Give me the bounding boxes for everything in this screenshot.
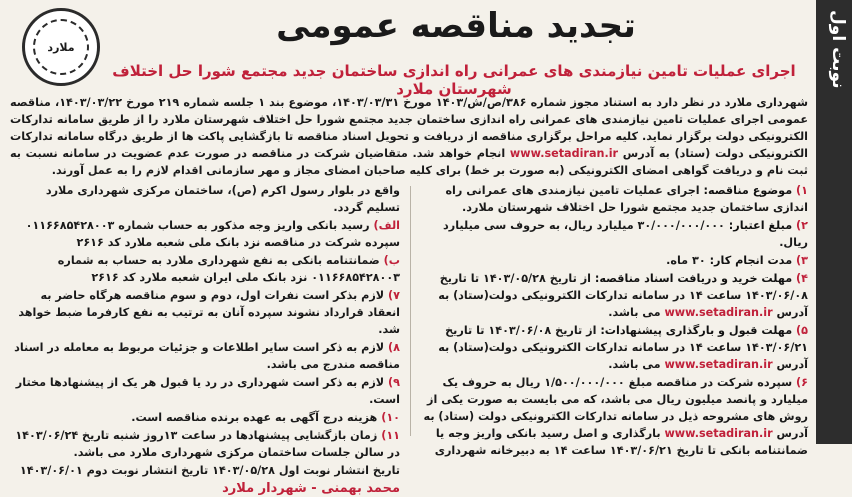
list-item: ۴) مهلت خرید و دریافت اسناد مناقصه: از تاریخ ۱۴۰۳/۰۵/۲۸ تا تاریخ ۱۴۰۳/۰۶/۰۸ ساعت ۱۴ در سامانه تدارکات الکترونیکی دولت(ستاد) به آدرس www.setadiran.ir می باشد.	[438, 272, 808, 319]
list-item: ۸) لازم به ذکر است سایر اطلاعات و جزئیات مربوط به معامله در اسناد مناقصه مندرج می باشد.	[14, 341, 400, 371]
intro-paragraph	[10, 94, 808, 180]
list-item: ۱۰) هزینه درج آگهی به عهده برنده مناقصه است.	[131, 411, 400, 424]
intro-text: شهرداری ملارد در نظر دارد به استناد مجوز شماره ۳۸۶/ص/ش/۱۴۰۳ مورخ ۱۴۰۳/۰۳/۳۱، موضوع بند ۱ جلسه شماره ۲۱۹ مورخ ۱۴۰۳/۰۳/۲۲، مناقصه عمومی اجرای عملیات تامین نیازمندی های عمرانی راه اندازی ساختمان جدید مجتمع شورا حل اختلاف شهرستان ملارد را از طریق سامانه تدارکات الکترونیکی دولت برگزار نماید. کلیه مراحل برگزاری مناقصه از دریافت و تحویل اسناد مناقصه تا بازگشایی پاکت ها از طریق درگاه سامانه تدارکات الکترونیکی دولت (ستاد) به آدرس	[10, 96, 809, 160]
publication-dates: تاریخ انتشار نوبت اول ۱۴۰۳/۰۵/۲۸ تاریخ انتشار نوبت دوم ۱۴۰۳/۰۶/۰۱	[19, 464, 400, 477]
publication-round-label: نوبت اول	[828, 10, 848, 89]
notice-subtitle: اجرای عملیات تامین نیازمندی های عمرانی راه اندازی ساختمان جدید مجتمع شورا حل اختلاف شهرستان ملارد	[112, 62, 796, 98]
intro-link[interactable]: www.setadiran.ir	[509, 147, 619, 160]
list-item: الف) رسید بانکی واریز وجه مذکور به حساب شماره ۰۱۱۶۶۸۵۴۲۸۰۰۳ سپرده شرکت در مناقصه نزد بانک ملی شعبه ملارد کد ۲۶۱۶	[25, 219, 400, 249]
left-column	[10, 182, 400, 496]
setad-link[interactable]: www.setadiran.ir	[664, 427, 773, 440]
setad-link[interactable]: www.setadiran.ir	[664, 306, 773, 319]
list-item: ۱۱) زمان بازگشایی پیشنهادها در ساعت ۱۳روز شنبه تاریخ ۱۴۰۳/۰۶/۲۴ در سالن جلسات ساختمان مرکزی شهرداری ملارد می باشد.	[15, 429, 400, 459]
setad-link[interactable]: www.setadiran.ir	[664, 358, 773, 371]
municipality-seal-icon	[22, 8, 100, 86]
list-item: ۷) لازم بذکر است نفرات اول، دوم و سوم مناقصه هرگاه حاضر به انعقاد قرارداد نشوند سپرده آنان به ترتیب به نفع کارفرما ضبط خواهد شد.	[18, 289, 400, 336]
seal-label: ملارد	[47, 40, 75, 54]
list-item: ۹) لازم به ذکر است شهرداری در رد یا قبول هر یک از پیشنهادها مختار است.	[15, 376, 400, 406]
list-item: ب) ضمانتنامه بانکی به نفع شهرداری ملارد به حساب به شماره ۰۱۱۶۶۸۵۴۲۸۰۰۳ نزد بانک ملی ایران شعبه ملارد کد ۲۶۱۶	[57, 254, 400, 284]
signature: محمد بهمنی - شهردار ملارد	[222, 481, 400, 496]
list-item: واقع در بلوار رسول اکرم (ص)، ساختمان مرکزی شهرداری ملارد تسلیم گردد.	[45, 184, 400, 214]
intro-text-tail: انجام خواهد شد. متقاضیان شرکت در مناقصه در صورت عدم عضویت در سامانه نسبت به ثبت نام و دریافت گواهی امضای الکترونیکی (به صورت بر خط) برای کلیه صاحبان امضای مجاز و مهر سازمانی اقدام لازم را به عمل آورند.	[10, 147, 808, 177]
notice-title: تجدید مناقصه عمومی	[276, 6, 636, 46]
side-band	[816, 0, 852, 444]
right-column	[418, 182, 808, 457]
list-item: ۶) سپرده شرکت در مناقصه مبلغ ۱/۵۰۰/۰۰۰/۰۰۰ ریال به حروف یک میلیارد و پانصد میلیون ریال می باشد، که می بایست به صورت یکی از روش های مشروحه ذیل در سامانه تدارکات الکترونیکی دولت (ستاد) به آدرس www.setadiran.ir بارگذاری و اصل رسید بانکی واریز وجه یا ضمانتنامه بانکی تا تاریخ ۱۴۰۳/۰۶/۲۱ ساعت ۱۴ به دبیرخانه شهرداری	[423, 376, 808, 457]
list-item: ۱) موضوع مناقصه: اجرای عملیات تامین نیازمندی های عمرانی راه اندازی ساختمان جدید مجتمع شورا حل اختلاف شهرستان ملارد.	[445, 184, 808, 214]
column-divider	[410, 186, 411, 436]
list-item: ۵) مهلت قبول و بارگذاری پیشنهادات: از تاریخ ۱۴۰۳/۰۶/۰۸ تا تاریخ ۱۴۰۳/۰۶/۲۱ ساعت ۱۴ در سامانه تدارکات الکترونیکی دولت(ستاد) به آدرس www.setadiran.ir می باشد.	[438, 324, 808, 371]
list-item: ۲) مبلغ اعتبار: ۳۰/۰۰۰/۰۰۰/۰۰۰ میلیارد ریال، به حروف سی میلیارد ریال.	[443, 219, 808, 249]
list-item: ۳) مدت انجام کار: ۳۰ ماه.	[666, 254, 808, 267]
